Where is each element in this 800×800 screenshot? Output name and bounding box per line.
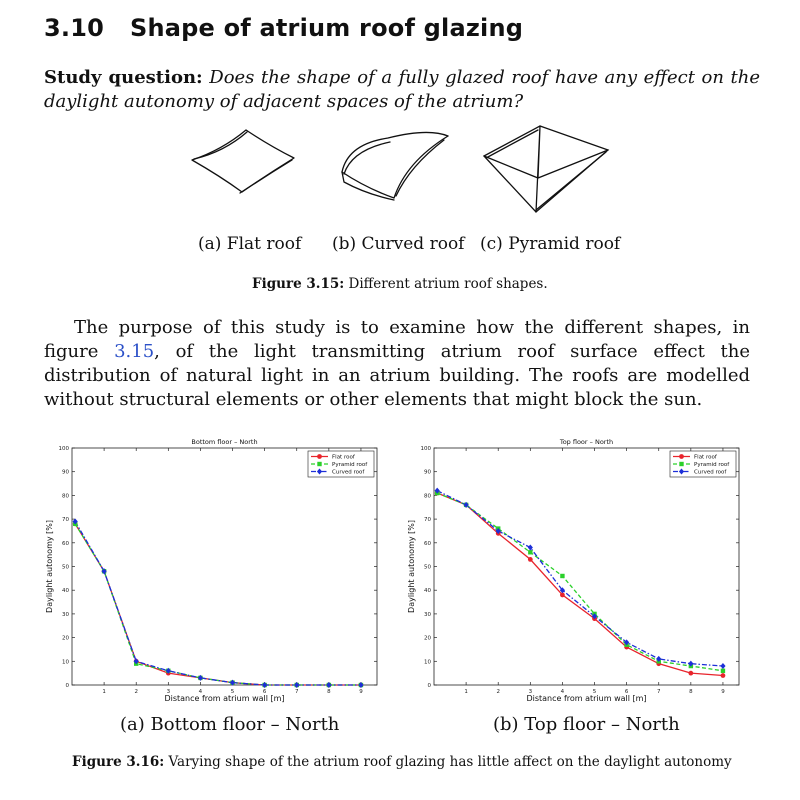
pyramid-roof-sketch [480, 122, 612, 214]
x-tick-label: 5 [230, 689, 235, 695]
figure-reference-link[interactable]: 3.15 [114, 341, 155, 362]
study-question [44, 66, 760, 114]
subcaption-top-floor: (b) Top floor – North [493, 714, 680, 735]
plot-area [434, 448, 739, 685]
figure-caption-text: Different atrium roof shapes. [348, 276, 548, 292]
y-tick-label: 0 [427, 683, 431, 689]
study-question-label: Study question: [44, 67, 203, 88]
y-tick-label: 90 [424, 469, 431, 476]
y-tick-label: 40 [62, 588, 69, 595]
x-tick-label: 4 [198, 689, 203, 695]
figure-caption-text: Varying shape of the atrium roof glazing has little affect on the daylight autonomy [168, 754, 732, 770]
y-axis-label: Daylight autonomy [%] [45, 520, 54, 613]
x-tick-label: 1 [464, 689, 468, 695]
legend-label-flat-roof: Flat roof [332, 454, 355, 461]
y-tick-label: 30 [424, 611, 431, 618]
x-tick-label: 7 [656, 689, 661, 695]
flat-roof-sketch [184, 122, 300, 202]
y-tick-label: 100 [58, 446, 69, 452]
figure-caption-3-16 [72, 754, 732, 770]
legend-label-pyramid-roof: Pyramid roof [332, 462, 368, 468]
subcaption-flat-roof: (a) Flat roof [198, 234, 302, 254]
legend-marker-pyramid-roof [679, 462, 683, 466]
x-tick-label: 1 [102, 689, 106, 695]
y-tick-label: 0 [65, 683, 69, 689]
data-point-flat-roof [721, 673, 726, 678]
data-point-pyramid-roof [560, 574, 564, 578]
x-tick-label: 2 [496, 689, 500, 695]
chart-title: Top floor – North [559, 438, 614, 446]
body-paragraph [44, 316, 750, 412]
curved-roof-sketch [336, 122, 454, 204]
x-tick-label: 3 [166, 689, 171, 695]
legend-marker-flat-roof [679, 454, 684, 459]
x-tick-label: 3 [528, 689, 533, 695]
x-axis-label: Distance from atrium wall [m] [526, 694, 647, 703]
x-tick-label: 9 [359, 689, 363, 695]
y-tick-label: 80 [62, 493, 69, 500]
y-tick-label: 90 [62, 469, 69, 476]
data-point-flat-roof [688, 671, 693, 676]
figure-caption-3-15 [252, 276, 548, 292]
paragraph-text-end: , of the light transmitting atrium roof surface effect the distribution of natural light in an atrium building. The roofs are modelled without structural elements or other elements that might block the sun. [44, 341, 750, 410]
x-tick-label: 4 [560, 689, 565, 695]
legend-label-curved-roof: Curved roof [694, 469, 727, 476]
y-tick-label: 100 [420, 446, 431, 452]
subcaption-pyramid-roof: (c) Pyramid roof [480, 234, 621, 254]
x-tick-label: 8 [327, 689, 331, 695]
legend-marker-flat-roof [317, 454, 322, 459]
chart-title: Bottom floor – North [191, 438, 258, 446]
subcaption-bottom-floor: (a) Bottom floor – North [120, 714, 340, 735]
y-tick-label: 80 [424, 493, 431, 500]
x-tick-label: 7 [294, 689, 299, 695]
y-tick-label: 10 [62, 659, 69, 666]
y-tick-label: 70 [62, 517, 69, 524]
y-tick-label: 50 [424, 564, 431, 571]
y-tick-label: 60 [424, 540, 431, 547]
y-axis-label: Daylight autonomy [%] [407, 520, 416, 613]
paragraph-text-start: The purpose of this study is to examine how the different shapes, in figure [44, 317, 750, 362]
legend-marker-pyramid-roof [317, 462, 321, 466]
y-tick-label: 50 [62, 564, 69, 571]
study-question-text: Does the shape of a fully glazed roof have any effect on the daylight autonomy of adjacent spaces of the atrium? [44, 67, 760, 112]
x-tick-label: 6 [262, 689, 267, 695]
y-tick-label: 70 [424, 517, 431, 524]
y-tick-label: 30 [62, 611, 69, 618]
data-point-flat-roof [528, 557, 533, 562]
y-tick-label: 20 [62, 635, 69, 642]
chart-bottom-floor-north [40, 435, 385, 710]
section-number: 3.10 [44, 14, 105, 42]
plot-area [72, 448, 377, 685]
x-tick-label: 9 [721, 689, 725, 695]
x-tick-label: 5 [592, 689, 597, 695]
legend-label-flat-roof: Flat roof [694, 454, 717, 461]
chart-top-floor-north [402, 435, 747, 710]
y-tick-label: 20 [424, 635, 431, 642]
figure-caption-label: Figure 3.16: [72, 754, 165, 770]
data-point-pyramid-roof [721, 669, 725, 673]
legend-label-curved-roof: Curved roof [332, 469, 365, 476]
x-tick-label: 8 [689, 689, 693, 695]
data-point-pyramid-roof [528, 550, 532, 554]
x-tick-label: 2 [134, 689, 138, 695]
figure-caption-label: Figure 3.15: [252, 276, 345, 292]
y-tick-label: 40 [424, 588, 431, 595]
subcaption-curved-roof: (b) Curved roof [332, 234, 465, 254]
data-point-flat-roof [560, 593, 565, 598]
legend-label-pyramid-roof: Pyramid roof [694, 462, 730, 468]
y-tick-label: 10 [424, 659, 431, 666]
x-tick-label: 6 [624, 689, 629, 695]
section-title: Shape of atrium roof glazing [130, 14, 524, 42]
section-heading [44, 14, 523, 42]
x-axis-label: Distance from atrium wall [m] [164, 694, 285, 703]
y-tick-label: 60 [62, 540, 69, 547]
